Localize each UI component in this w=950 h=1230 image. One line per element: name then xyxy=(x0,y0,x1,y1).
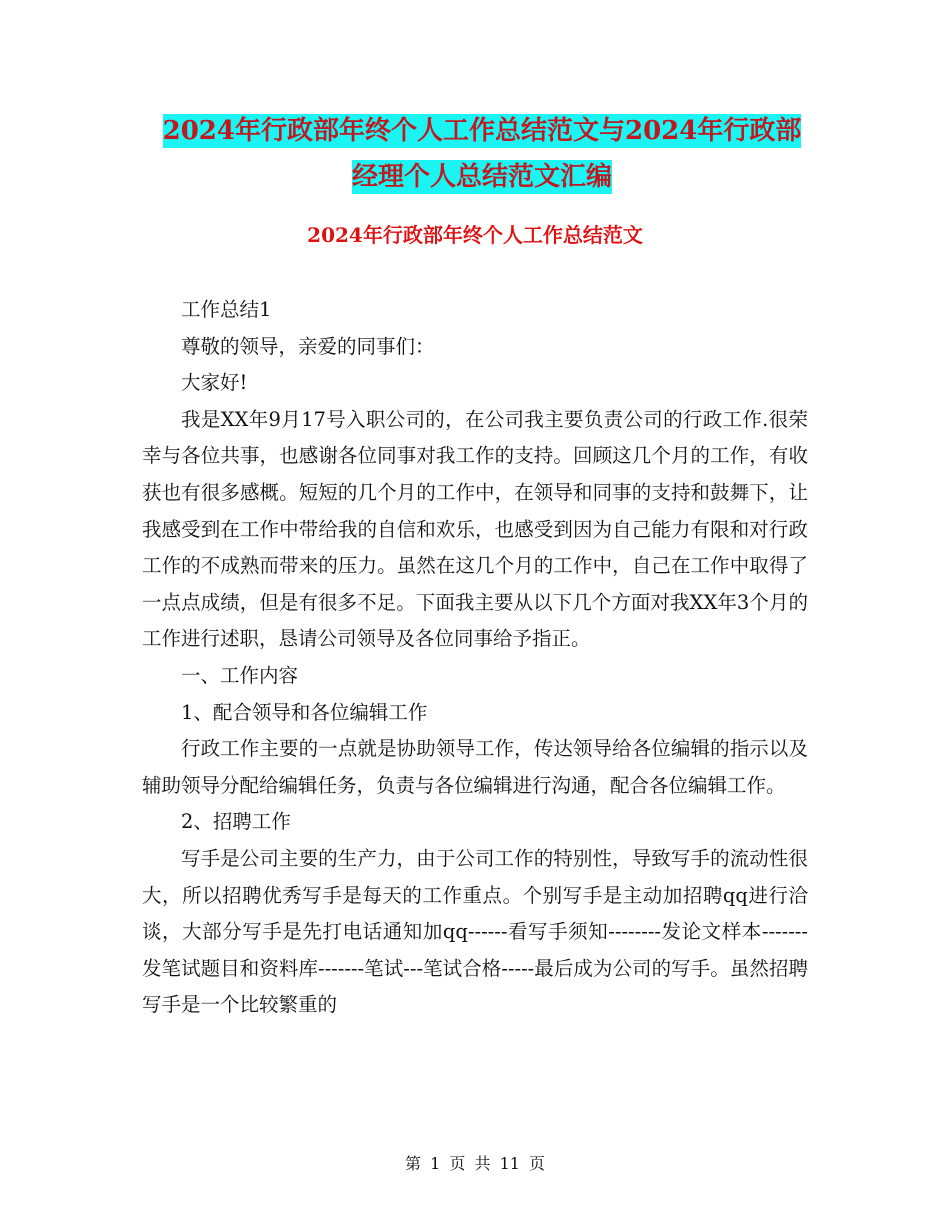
paragraph: 尊敬的领导，亲爱的同事们： xyxy=(181,334,435,358)
page-label: 第 xyxy=(404,1154,421,1173)
section-heading: 2024年行政部年终个人工作总结范文 xyxy=(307,223,643,247)
paragraph: 我是XX年9月17号入职公司的，在公司我主要负责公司的行政工作.很荣幸与各位共事，也感谢各位同事对我工作的支持。回顾这几个月的工作，有收获也有很多感概。短短的几个月的工作中，在领导和同事的支持和鼓舞下，让我感受到在工作中带给我的自信和欢乐，也感受到因为自己能力有限和对行政工作的不成熟而带来的压力。虽然在这几个月的工作中，自己在工作中取得了一点点成绩，但是有很多不足。下面我主要从以下几个方面对我XX年3个月的工作进行述职，恳请公司领导及各位同事给予指正。 xyxy=(142,407,808,651)
page-number: 1 xyxy=(430,1154,441,1173)
paragraph: 写手是公司主要的生产力，由于公司工作的特别性，导致写手的流动性很大，所以招聘优秀写手是每天的工作重点。个别写手是主动加招聘qq进行洽谈，大部分写手是先打电话通知加qq------看写手须知--------发论文样本-------发笔试题目和资料库-------笔试---笔试合格-----最后成为公司的写手。虽然招聘写手是一个比较繁重的 xyxy=(142,846,808,1017)
document-body xyxy=(142,292,808,1024)
page-unit: 页 xyxy=(449,1154,466,1173)
paragraph: 2、招聘工作 xyxy=(181,810,291,834)
page-footer xyxy=(0,1152,950,1176)
title-line-1: 2024年行政部年终个人工作总结范文与2024年行政部 xyxy=(162,116,802,146)
paragraph: 1、配合领导和各位编辑工作 xyxy=(181,700,428,724)
paragraph: 大家好! xyxy=(181,371,248,395)
document-title xyxy=(142,108,822,200)
total-pages: 11 xyxy=(499,1154,520,1173)
paragraph: 行政工作主要的一点就是协助领导工作，传达领导给各位编辑的指示以及辅助领导分配给编辑任务，负责与各位编辑进行沟通，配合各位编辑工作。 xyxy=(142,737,808,797)
paragraph: 一、工作内容 xyxy=(181,663,299,687)
total-unit: 页 xyxy=(529,1154,546,1173)
total-label: 共 xyxy=(474,1154,491,1173)
title-line-2: 经理个人总结范文汇编 xyxy=(351,162,612,192)
paragraph: 工作总结1 xyxy=(181,298,272,321)
